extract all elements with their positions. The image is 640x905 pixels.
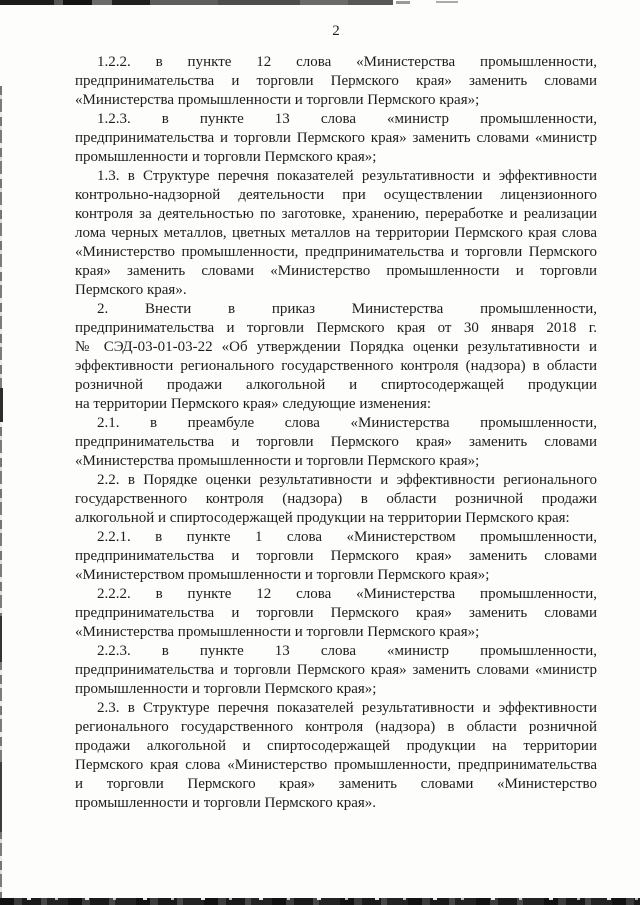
paragraph-2-1 bbox=[75, 414, 597, 471]
text-line: предпринимательства и торговли Пермского края» заменить словами bbox=[75, 605, 597, 621]
text-line: промышленности и торговли Пермского края»; bbox=[75, 149, 377, 165]
text-line: Пермского края». bbox=[75, 282, 187, 298]
scan-artifact-left-edge bbox=[0, 86, 2, 898]
text-line: продажи алкогольной и спиртосодержащей продукции на территории bbox=[75, 738, 597, 754]
text-line: розничной продажи алкогольной и спиртосодержащей продукции bbox=[75, 377, 597, 393]
text-line: предпринимательства и торговли Пермского края» заменить словами «министр bbox=[75, 662, 597, 678]
text-line: предпринимательства и торговли Пермского края» заменить словами «министр bbox=[75, 130, 597, 146]
scan-artifact-left-mark bbox=[0, 388, 3, 422]
text-line: «Министерства промышленности и торговли Пермского края»; bbox=[75, 453, 480, 469]
text-line: предпринимательства и торговли Пермского края от 30 января 2018 г. bbox=[75, 320, 597, 336]
text-line: «Министерства промышленности и торговли Пермского края»; bbox=[75, 624, 480, 640]
text-line: алкогольной и спиртосодержащей продукции на территории Пермского края: bbox=[75, 510, 570, 526]
paragraph-2-2-1 bbox=[75, 528, 597, 585]
text-line: «Министерства промышленности и торговли Пермского края»; bbox=[75, 92, 480, 108]
text-line: предпринимательства и торговли Пермского края» заменить словами bbox=[75, 434, 597, 450]
text-line: эффективности регионального государственного контроля (надзора) в области bbox=[75, 358, 597, 374]
paragraph-1-2-2 bbox=[75, 53, 597, 110]
text-line: «Министерством промышленности и торговли Пермского края»; bbox=[75, 567, 490, 583]
text-line: 2.1. в преамбуле слова «Министерства промышленности, bbox=[97, 415, 597, 431]
text-line: «Министерство промышленности, предпринимательства и торговли Пермского bbox=[75, 244, 597, 260]
text-line: регионального государственного контроля (надзора) в области розничной bbox=[75, 719, 597, 735]
text-line: на территории Пермского края» следующие изменения: bbox=[75, 396, 432, 412]
text-line: государственного контроля (надзора) в области розничной продажи bbox=[75, 491, 597, 507]
scan-artifact-top-strip bbox=[0, 0, 393, 5]
scan-artifact-top-dash bbox=[436, 1, 458, 3]
paragraph-2-2-3 bbox=[75, 642, 597, 699]
document-body bbox=[75, 53, 597, 813]
text-line: контроля за деятельностью по заготовке, хранению, переработке и реализации bbox=[75, 206, 597, 222]
text-line: Пермского края слова «Министерство промышленности, предпринимательства bbox=[75, 757, 597, 773]
text-line: 1.2.3. в пункте 13 слова «министр промышленности, bbox=[97, 111, 597, 127]
text-line: промышленности и торговли Пермского края». bbox=[75, 795, 377, 811]
paragraph-2-3 bbox=[75, 699, 597, 813]
paragraph-1-2-3 bbox=[75, 110, 597, 167]
text-line: 2.2.2. в пункте 12 слова «Министерства промышленности, bbox=[97, 586, 597, 602]
scan-artifact-bottom-strip bbox=[0, 898, 640, 905]
text-line: 2.2.3. в пункте 13 слова «министр промышленности, bbox=[97, 643, 597, 659]
text-line: предпринимательства и торговли Пермского края» заменить словами bbox=[75, 73, 597, 89]
text-line: предпринимательства и торговли Пермского края» заменить словами bbox=[75, 548, 597, 564]
text-line: № СЭД-03-01-03-22 «Об утверждении Порядка оценки результативности и bbox=[75, 339, 597, 355]
paragraph-2 bbox=[75, 300, 597, 414]
text-line: 2.3. в Структуре перечня показателей результативности и эффективности bbox=[97, 700, 597, 716]
paragraph-2-2 bbox=[75, 471, 597, 528]
text-line: контрольно-надзорной деятельности при осуществлении лицензионного bbox=[75, 187, 597, 203]
text-line: края» заменить словами «Министерство промышленности и торговли bbox=[75, 263, 597, 279]
text-line: и торговли Пермского края» заменить словами «Министерство bbox=[75, 776, 597, 792]
text-line: 1.2.2. в пункте 12 слова «Министерства промышленности, bbox=[97, 54, 597, 70]
scan-artifact-top-dash bbox=[396, 1, 410, 4]
text-line: лома черных металлов, цветных металлов на территории Пермского края слова bbox=[75, 225, 597, 241]
text-line: 2.2. в Порядке оценки результативности и эффективности регионального bbox=[97, 472, 597, 488]
text-line: промышленности и торговли Пермского края»; bbox=[75, 681, 377, 697]
text-line: 2.2.1. в пункте 1 слова «Министерством промышленности, bbox=[97, 529, 597, 545]
text-line: 1.3. в Структуре перечня показателей результативности и эффективности bbox=[97, 168, 597, 184]
paragraph-2-2-2 bbox=[75, 585, 597, 642]
text-line: 2. Внести в приказ Министерства промышленности, bbox=[97, 301, 597, 317]
page-number: 2 bbox=[332, 23, 340, 39]
paragraph-1-3 bbox=[75, 167, 597, 300]
scan-artifact-left-mark bbox=[0, 762, 2, 832]
scan-artifact-left-mark bbox=[0, 616, 2, 662]
